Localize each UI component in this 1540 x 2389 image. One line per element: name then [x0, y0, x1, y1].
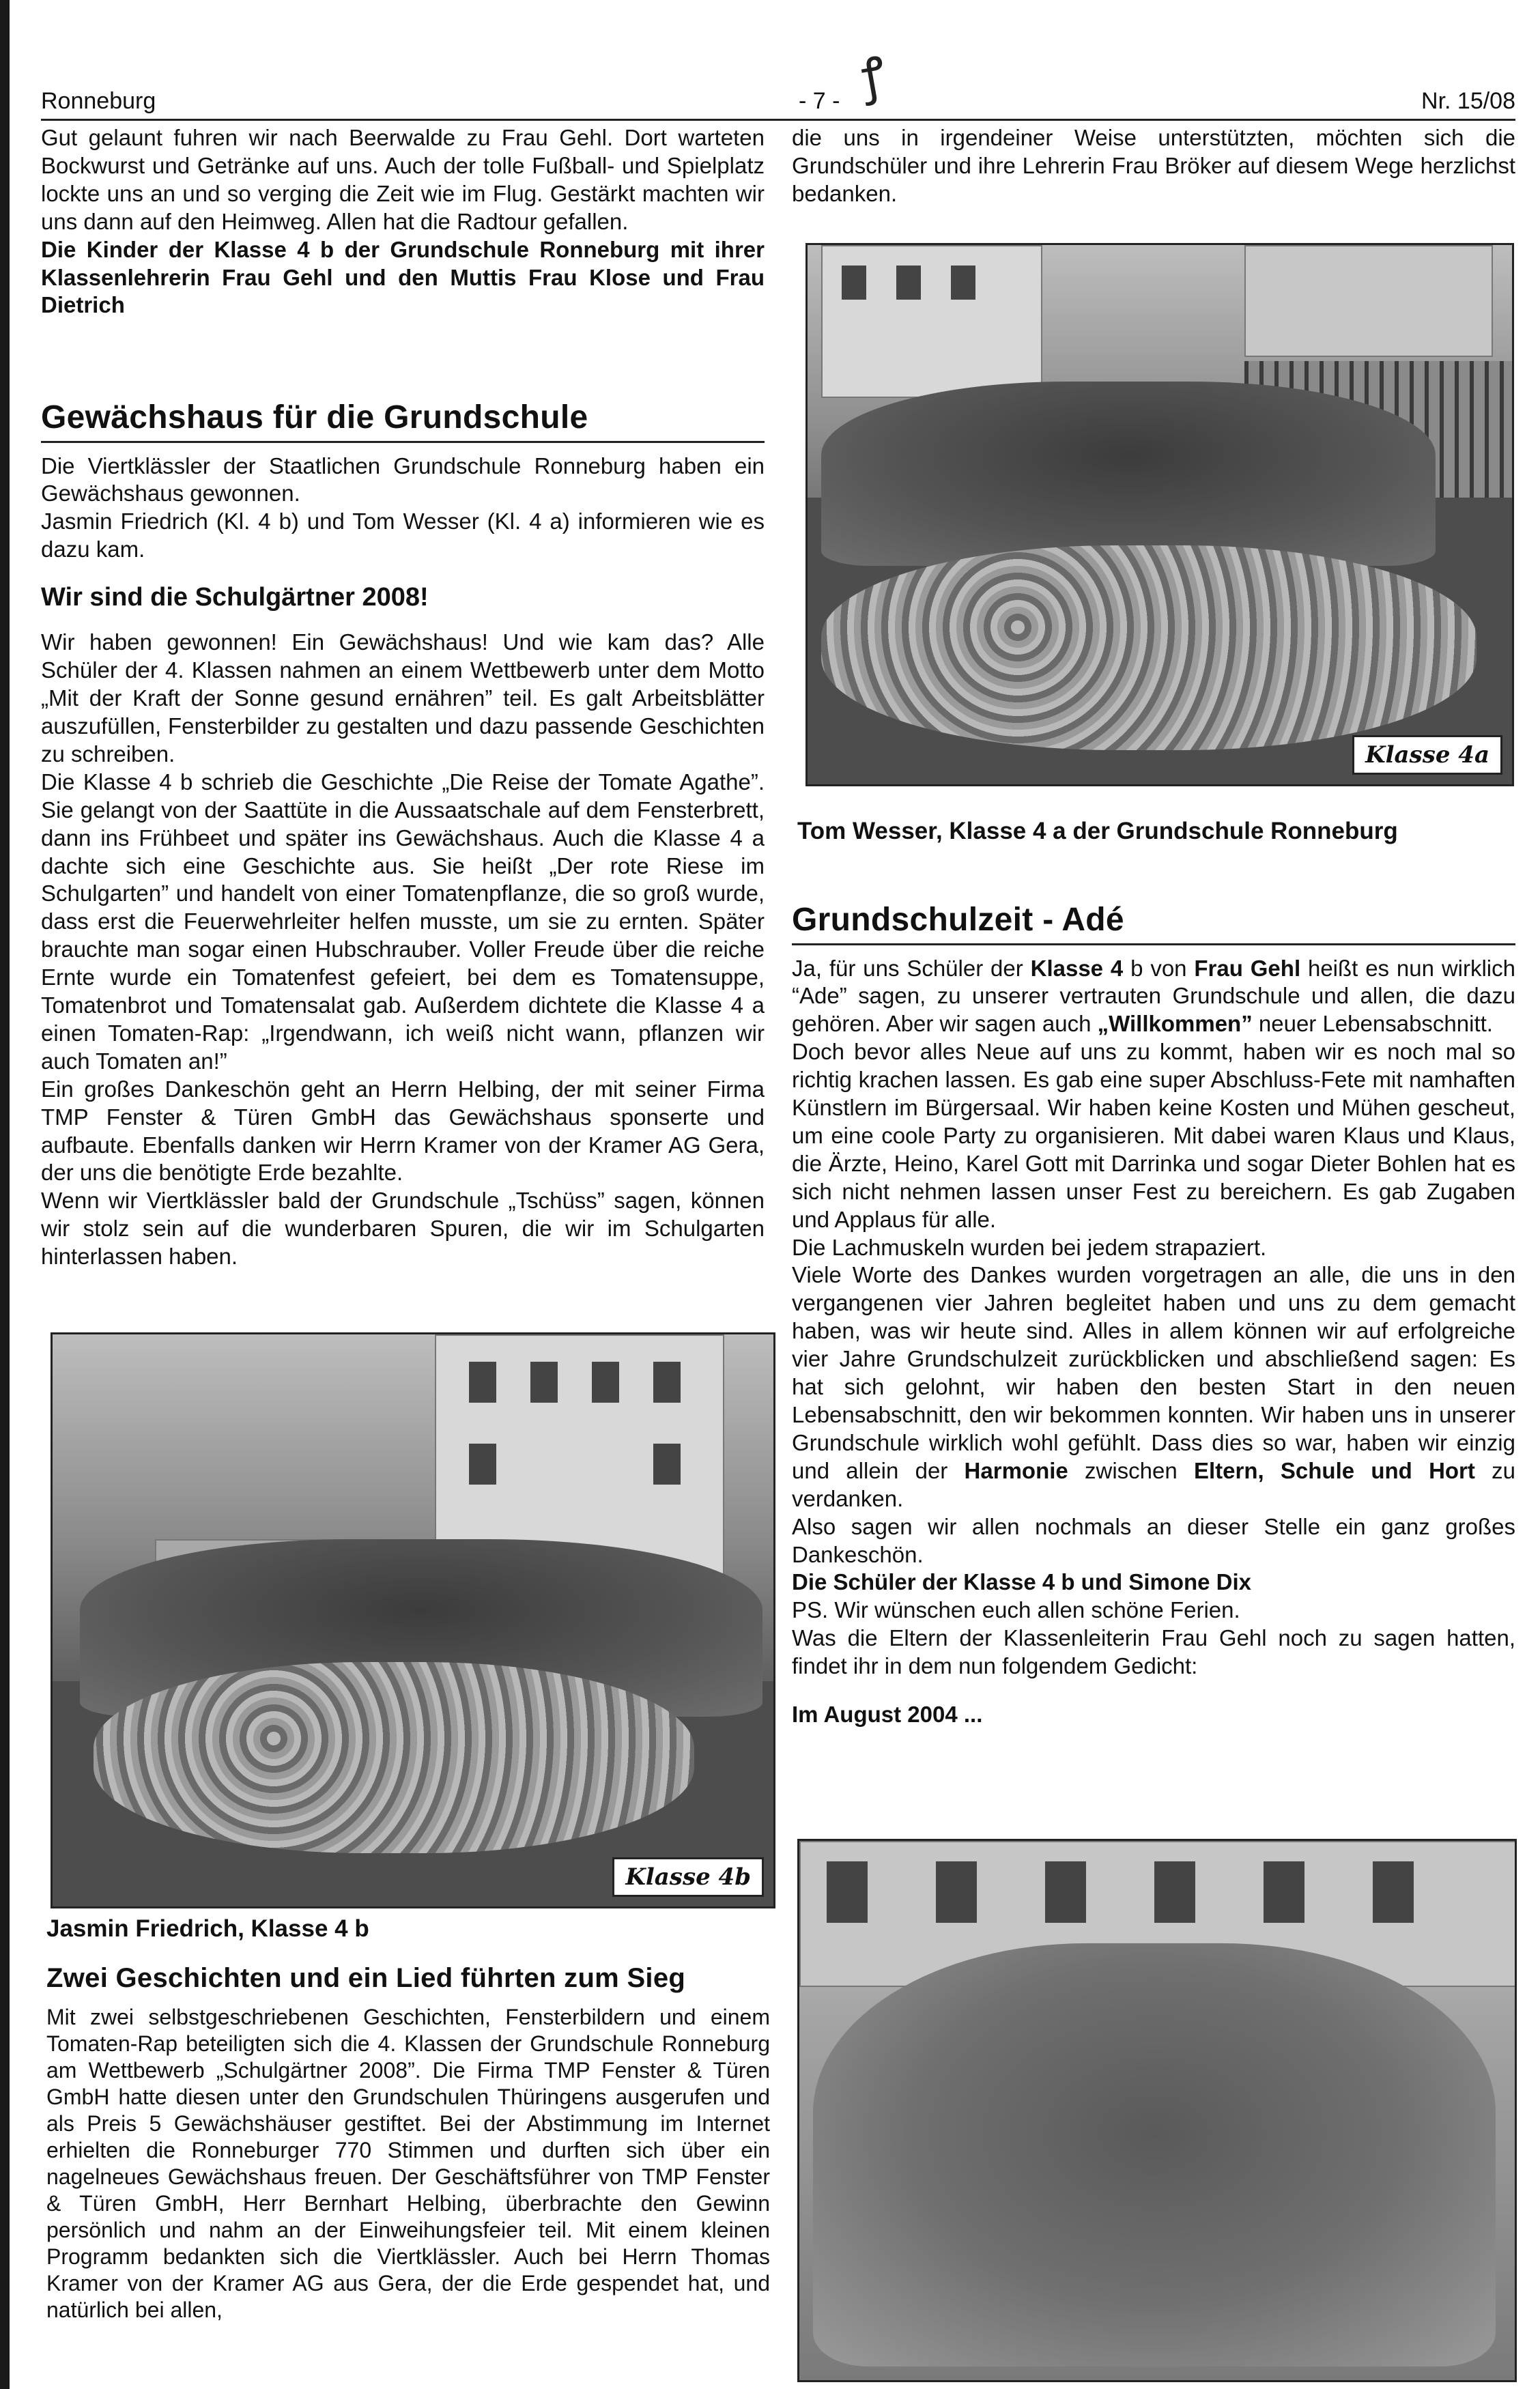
article-title: Zwei Geschichten und ein Lied führten zum Sieg: [46, 1963, 686, 1993]
photo-caption: Jasmin Friedrich, Klasse 4 b: [46, 1915, 369, 1942]
radtour-signature: Die Kinder der Klasse 4 b der Grundschule Ronneburg mit ihrer Klassenlehrerin Frau Gehl und den Muttis Frau Klose und Frau Dietrich: [41, 236, 765, 318]
body-paragraph-2: Die Klasse 4 b schrieb die Geschichte „Die Reise der Tomate Agathe”. Sie gelangt von der Saattüte in die Aussaatschale auf dem Fensterbrett, dann ins Frühbeet und später ins Gewächshaus. Auch die Klasse 4 a dachte sich eine Geschichte aus. Sie heißt „Der rote Riese im Schulgarten” und handelt von einer Tomatenpflanze, die so groß wurde, dass erst die Feuerwehrleiter helfen musste, um sie zu ernten. Später brauchte man sogar einen Hubschrauber. Voller Freude über die reiche Ernte wurde ein Tomatenfest gefeiert, bei dem es Tomatensuppe, Tomatenbrot und Tomatensalat gab. Außerdem dichtete die Klasse 4 a einen Tomaten-Rap: „Irgendwann, ich weiß nicht wann, pflanzen wir auch Tomaten an!”: [41, 769, 765, 1074]
handwritten-mark: ꝭ: [857, 45, 890, 106]
photo-label: Klasse 4a: [1352, 735, 1502, 775]
page-header: [41, 87, 1515, 121]
body-paragraph-2: Doch bevor alles Neue auf uns zu kommt, haben wir es noch mal so richtig krachen lassen. Es gab eine super Abschluss-Fete mit namhaften Künstlern im Bürgersaal. Wir haben keine Kosten und Mühen gescheut, um eine coole Party zu organisieren. Mit dabei waren Klaus und Klaus, die Ärzte, Heino, Karel Gott mit Darrinka und sogar Dieter Bohlen hat es sich nicht nehmen lassen unser Fest zu bereichern. Es gab Zugaben und Applaus für alle.: [792, 1039, 1515, 1232]
body-paragraph-4: Viele Worte des Dankes wurden vorgetragen an alle, die uns in den vergangenen vier Jahren begleitet haben und uns zu dem gemacht haben, was wir heute sind. Alles in allem können wir auf erfolgreiche vier Jahre Grundschulzeit zurückblicken und abschließend sagen: Es hat sich gelohnt, wir haben den besten Start in den neuen Lebensabschnitt, den wir bekommen konnten. Wir haben uns in unserer Grundschule wirklich wohl gefühlt. Dass dies so war, haben wir einzig und allein der Harmonie zwischen Eltern, Schule und Hort zu verdanken.: [792, 1262, 1516, 1511]
article-greenhouse: [41, 397, 765, 1271]
right-top-text: [792, 124, 1515, 208]
photo-label: Klasse 4b: [612, 1857, 764, 1897]
header-issue-number: Nr. 15/08: [1421, 88, 1515, 114]
photo-4b-caption-block: [46, 1914, 770, 1943]
scan-edge: [0, 0, 10, 2389]
class-4b-photo: [51, 1332, 775, 1908]
class-2004-photo: [797, 1839, 1517, 2382]
poem-heading: Im August 2004 ...: [792, 1702, 983, 1728]
article-signature: Die Schüler der Klasse 4 b und Simone Dix: [792, 1569, 1252, 1595]
body-paragraph-1: Wir haben gewonnen! Ein Gewächshaus! Und wie kam das? Alle Schüler der 4. Klassen nahmen an einem Wettbewerb unter dem Motto „Mit der Kraft der Sonne gesund ernähren” teil. Es galt Arbeitsblätter auszufüllen, Fensterbilder zu gestalten und dazu passende Geschichten zu schreiben.: [41, 629, 765, 767]
photo-caption: Tom Wesser, Klasse 4 a der Grundschule Ronneburg: [797, 818, 1398, 844]
continuation-paragraph: die uns in irgendeiner Weise unterstützten, möchten sich die Grundschüler und ihre Lehrerin Frau Bröker auf diesem Wege herzlichst bedanken.: [792, 125, 1515, 206]
body-paragraph-4: Wenn wir Viertklässler bald der Grundschule „Tschüss” sagen, können wir stolz sein auf die wunderbaren Spuren, die wir im Schulgarten hinterlassen haben.: [41, 1188, 765, 1270]
header-town: Ronneburg: [41, 88, 156, 114]
body-paragraph-6: Was die Eltern der Klassenleiterin Frau Gehl noch zu sagen hatten, findet ihr in dem nun folgendem Gedicht:: [792, 1625, 1515, 1679]
intro-paragraph-1: Die Viertklässler der Staatlichen Grundschule Ronneburg haben ein Gewächshaus gewonnen.: [41, 453, 765, 506]
radtour-paragraph: Gut gelaunt fuhren wir nach Beerwalde zu Frau Gehl. Dort warteten Bockwurst und Getränke auf uns. Auch der tolle Fußball- und Spielplatz lockte uns an und so verging die Zeit wie im Flug. Gestärkt machten wir uns dann auf den Heimweg. Allen hat die Radtour gefallen.: [41, 125, 765, 234]
body-paragraph-3: Die Lachmuskeln wurden bei jedem strapaziert.: [792, 1234, 1267, 1260]
body-paragraph-3: Ein großes Dankeschön geht an Herrn Helbing, der mit seiner Firma TMP Fenster & Türen GmbH das Gewächshaus sponserte und aufbaute. Ebenfalls danken wir Herrn Kramer von der Kramer AG Gera, der uns die benötigte Erde bezahlte.: [41, 1076, 765, 1186]
article-subtitle: Wir sind die Schulgärtner 2008!: [41, 583, 429, 612]
article-body: Mit zwei selbstgeschriebenen Geschichten, Fensterbildern und einem Tomaten-Rap beteiligten sich die 4. Klassen der Grundschule Ronneburg am Wettbewerb „Schulgärtner 2008”. Die Firma TMP Fenster & Türen GmbH hatte diesen unter den Grundschulen Thüringens ausgerufen und als Preis 5 Gewächshäuser gestiftet. Bei der Abstimmung im Internet erhielten die Ronneburger 770 Stimmen und durften sich über ein nagelneues Gewächshaus freuen. Der Geschäftsführer von TMP Fenster & Türen GmbH, Herr Bernhart Helbing, überbrachte den Gewinn persönlich und nahm an der Einweihungsfeier teil. Mit einem kleinen Programm bedankten sich die Viertklässler. Auch bei Herrn Thomas Kramer von der Kramer AG aus Gera, der die Erde gespendet hat, und natürlich bei allen,: [46, 2004, 770, 2322]
left-top-text: [41, 124, 765, 319]
postscript: PS. Wir wünschen euch allen schöne Ferien.: [792, 1597, 1240, 1623]
article-title: Grundschulzeit - Adé: [792, 902, 1124, 938]
article-farewell: [792, 900, 1515, 1729]
body-paragraph-5: Also sagen wir allen nochmals an dieser Stelle ein ganz großes Dankeschön.: [792, 1513, 1515, 1567]
body-paragraph-1: Ja, für uns Schüler der Klasse 4 b von Frau Gehl heißt es nun wirklich “Ade” sagen, zu unserer vertrauten Grundschule und allen, die dazu gehören. Aber wir sagen auch „Willkommen” neuer Lebensabschnitt.: [792, 955, 1515, 1037]
article-two-stories: [46, 1962, 770, 2323]
photo-4a-caption-block: [797, 816, 1521, 846]
header-page-number: - 7 -: [799, 88, 840, 114]
article-title: Gewächshaus für die Grundschule: [41, 399, 588, 435]
intro-paragraph-2: Jasmin Friedrich (Kl. 4 b) und Tom Wesser (Kl. 4 a) informieren wie es dazu kam.: [41, 509, 765, 562]
class-4a-photo: [805, 243, 1514, 786]
